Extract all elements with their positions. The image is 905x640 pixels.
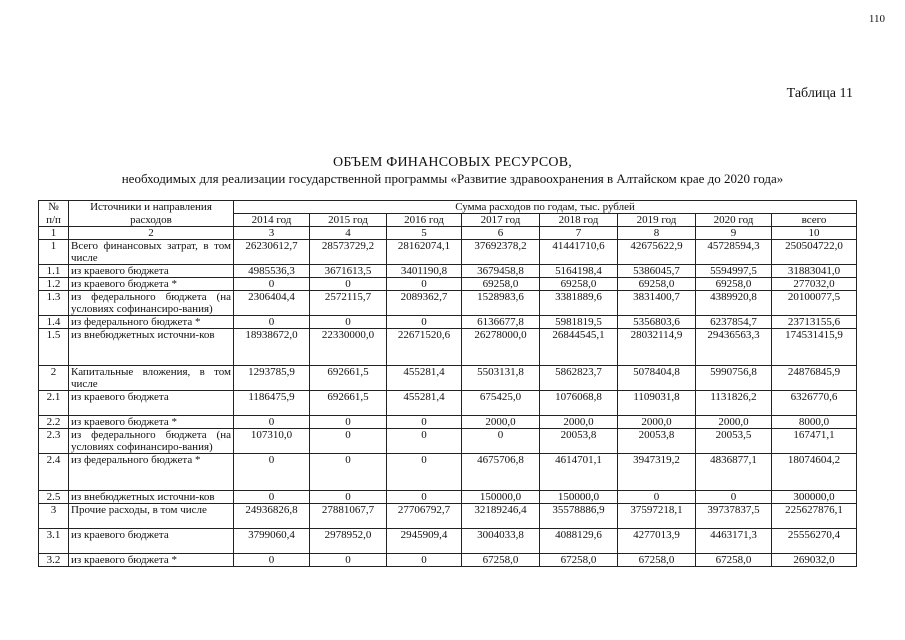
row-total: 6326770,6 (772, 391, 857, 416)
row-value: 0 (618, 491, 696, 504)
row-number: 1.3 (39, 291, 69, 316)
row-number: 2.1 (39, 391, 69, 416)
row-label: из краевого бюджета * (69, 416, 234, 429)
header-year: 2015 год (310, 214, 387, 227)
header-year: 2019 год (618, 214, 696, 227)
row-total: 20100077,5 (772, 291, 857, 316)
row-label: из внебюджетных источни-ков (69, 329, 234, 366)
row-value: 4277013,9 (618, 529, 696, 554)
header-no-line2: п/п (39, 214, 69, 227)
row-value: 27706792,7 (387, 504, 462, 529)
row-value: 2572115,7 (310, 291, 387, 316)
row-label: из внебюджетных источни-ков (69, 491, 234, 504)
row-number: 2 (39, 366, 69, 391)
row-value: 2000,0 (540, 416, 618, 429)
row-value: 45728594,3 (696, 240, 772, 265)
row-value: 2945909,4 (387, 529, 462, 554)
row-value: 692661,5 (310, 366, 387, 391)
row-value: 5164198,4 (540, 265, 618, 278)
document-title: ОБЪЕМ ФИНАНСОВЫХ РЕСУРСОВ, (333, 155, 572, 170)
document-subtitle: необходимых для реализации государственной программы «Развитие здравоохранения в Алтайском крае до 2020 года» (121, 171, 784, 186)
row-value: 41441710,6 (540, 240, 618, 265)
row-value: 20053,8 (540, 429, 618, 454)
row-value: 1528983,6 (462, 291, 540, 316)
row-value: 32189246,4 (462, 504, 540, 529)
table-row (39, 391, 857, 416)
row-value: 69258,0 (618, 278, 696, 291)
row-value: 69258,0 (696, 278, 772, 291)
row-value: 0 (310, 429, 387, 454)
row-number: 2.3 (39, 429, 69, 454)
row-value: 675425,0 (462, 391, 540, 416)
row-label: Капитальные вложения, в том числе (69, 366, 234, 391)
row-value: 6136677,8 (462, 316, 540, 329)
row-value: 3671613,5 (310, 265, 387, 278)
header-year: 2017 год (462, 214, 540, 227)
finance-table-body (39, 201, 857, 567)
column-number: 1 (39, 227, 69, 240)
row-value: 5990756,8 (696, 366, 772, 391)
column-number: 7 (540, 227, 618, 240)
row-value: 0 (234, 454, 310, 491)
header-year: 2018 год (540, 214, 618, 227)
row-value: 0 (310, 316, 387, 329)
row-total: 8000,0 (772, 416, 857, 429)
row-value: 0 (387, 429, 462, 454)
row-value: 692661,5 (310, 391, 387, 416)
row-value: 67258,0 (462, 554, 540, 567)
row-total: 24876845,9 (772, 366, 857, 391)
row-total: 18074604,2 (772, 454, 857, 491)
column-number: 5 (387, 227, 462, 240)
header-row-2 (39, 214, 857, 227)
row-total: 277032,0 (772, 278, 857, 291)
table-row (39, 429, 857, 454)
row-value: 0 (234, 278, 310, 291)
row-value: 1186475,9 (234, 391, 310, 416)
row-value: 28162074,1 (387, 240, 462, 265)
table-row (39, 454, 857, 491)
row-value: 2000,0 (618, 416, 696, 429)
row-value: 0 (310, 416, 387, 429)
table-row (39, 529, 857, 554)
row-value: 5078404,8 (618, 366, 696, 391)
row-value: 0 (387, 278, 462, 291)
row-value: 1109031,8 (618, 391, 696, 416)
row-total: 300000,0 (772, 491, 857, 504)
header-source: Источники и направления (69, 201, 234, 214)
row-value: 4614701,1 (540, 454, 618, 491)
row-value: 3401190,8 (387, 265, 462, 278)
table-row (39, 504, 857, 529)
table-row (39, 491, 857, 504)
row-value: 455281,4 (387, 391, 462, 416)
row-value: 1131826,2 (696, 391, 772, 416)
row-value: 42675622,9 (618, 240, 696, 265)
row-value: 27881067,7 (310, 504, 387, 529)
row-value: 37597218,1 (618, 504, 696, 529)
row-value: 0 (234, 316, 310, 329)
row-value: 150000,0 (462, 491, 540, 504)
row-value: 0 (234, 554, 310, 567)
row-value: 0 (387, 491, 462, 504)
header-no: № (39, 201, 69, 214)
row-value: 2000,0 (696, 416, 772, 429)
row-value: 20053,5 (696, 429, 772, 454)
row-value: 69258,0 (462, 278, 540, 291)
row-number: 1.5 (39, 329, 69, 366)
row-number: 1.1 (39, 265, 69, 278)
row-value: 5981819,5 (540, 316, 618, 329)
row-value: 37692378,2 (462, 240, 540, 265)
row-value: 69258,0 (540, 278, 618, 291)
row-number: 3.2 (39, 554, 69, 567)
row-value: 0 (387, 454, 462, 491)
row-value: 0 (387, 554, 462, 567)
row-value: 3381889,6 (540, 291, 618, 316)
row-total: 250504722,0 (772, 240, 857, 265)
row-value: 3947319,2 (618, 454, 696, 491)
column-number: 2 (69, 227, 234, 240)
row-value: 26844545,1 (540, 329, 618, 366)
header-year: 2016 год (387, 214, 462, 227)
row-total: 269032,0 (772, 554, 857, 567)
row-label: из краевого бюджета (69, 265, 234, 278)
row-label: из краевого бюджета (69, 529, 234, 554)
row-value: 455281,4 (387, 366, 462, 391)
table-row (39, 278, 857, 291)
header-year: 2020 год (696, 214, 772, 227)
row-value: 3004033,8 (462, 529, 540, 554)
row-value: 4463171,3 (696, 529, 772, 554)
row-value: 67258,0 (618, 554, 696, 567)
row-value: 2089362,7 (387, 291, 462, 316)
row-number: 1.2 (39, 278, 69, 291)
row-value: 5594997,5 (696, 265, 772, 278)
row-value: 3831400,7 (618, 291, 696, 316)
row-label: Прочие расходы, в том числе (69, 504, 234, 529)
row-value: 0 (234, 416, 310, 429)
row-label: из краевого бюджета (69, 391, 234, 416)
row-value: 0 (387, 316, 462, 329)
row-value: 26278000,0 (462, 329, 540, 366)
row-value: 4389920,8 (696, 291, 772, 316)
row-total: 25556270,4 (772, 529, 857, 554)
row-number: 1 (39, 240, 69, 265)
row-label: из федерального бюджета (на условиях софинансиро-вания) (69, 429, 234, 454)
row-value: 5356803,6 (618, 316, 696, 329)
row-label: Всего финансовых затрат, в том числе (69, 240, 234, 265)
table-row (39, 416, 857, 429)
header-source-line2: расходов (69, 214, 234, 227)
row-value: 0 (462, 429, 540, 454)
row-value: 2000,0 (462, 416, 540, 429)
row-value: 4985536,3 (234, 265, 310, 278)
row-number: 2.4 (39, 454, 69, 491)
finance-table (38, 200, 857, 567)
row-label: из краевого бюджета * (69, 554, 234, 567)
row-value: 4675706,8 (462, 454, 540, 491)
table-row (39, 316, 857, 329)
row-value: 22330000,0 (310, 329, 387, 366)
row-total: 31883041,0 (772, 265, 857, 278)
table-row (39, 554, 857, 567)
row-total: 23713155,6 (772, 316, 857, 329)
row-total: 225627876,1 (772, 504, 857, 529)
header-year: 2014 год (234, 214, 310, 227)
table-number: Таблица 11 (786, 86, 853, 101)
column-number: 6 (462, 227, 540, 240)
column-number: 10 (772, 227, 857, 240)
column-number: 4 (310, 227, 387, 240)
row-value: 22671520,6 (387, 329, 462, 366)
row-number: 2.2 (39, 416, 69, 429)
column-number: 8 (618, 227, 696, 240)
row-value: 0 (310, 278, 387, 291)
row-value: 39737837,5 (696, 504, 772, 529)
row-value: 150000,0 (540, 491, 618, 504)
row-value: 5862823,7 (540, 366, 618, 391)
row-value: 107310,0 (234, 429, 310, 454)
row-value: 26230612,7 (234, 240, 310, 265)
row-value: 1076068,8 (540, 391, 618, 416)
row-value: 18938672,0 (234, 329, 310, 366)
row-value: 0 (234, 491, 310, 504)
row-label: из федерального бюджета (на условиях софинансиро-вания) (69, 291, 234, 316)
row-value: 2306404,4 (234, 291, 310, 316)
row-value: 0 (696, 491, 772, 504)
header-total: всего (772, 214, 857, 227)
row-value: 4836877,1 (696, 454, 772, 491)
row-value: 6237854,7 (696, 316, 772, 329)
row-value: 3679458,8 (462, 265, 540, 278)
row-label: из федерального бюджета * (69, 316, 234, 329)
row-value: 1293785,9 (234, 366, 310, 391)
table-row (39, 366, 857, 391)
row-value: 28032114,9 (618, 329, 696, 366)
row-label: из федерального бюджета * (69, 454, 234, 491)
page-number: 110 (868, 13, 885, 25)
row-value: 3799060,4 (234, 529, 310, 554)
table-row (39, 240, 857, 265)
header-row-1 (39, 201, 857, 214)
row-value: 0 (310, 554, 387, 567)
row-value: 4088129,6 (540, 529, 618, 554)
header-sum: Сумма расходов по годам, тыс. рублей (234, 201, 857, 214)
column-number: 9 (696, 227, 772, 240)
table-row (39, 265, 857, 278)
row-value: 24936826,8 (234, 504, 310, 529)
row-number: 1.4 (39, 316, 69, 329)
row-number: 3 (39, 504, 69, 529)
row-value: 0 (310, 491, 387, 504)
row-value: 35578886,9 (540, 504, 618, 529)
row-value: 28573729,2 (310, 240, 387, 265)
row-value: 29436563,3 (696, 329, 772, 366)
column-number: 3 (234, 227, 310, 240)
row-value: 67258,0 (540, 554, 618, 567)
row-value: 2978952,0 (310, 529, 387, 554)
table-row (39, 329, 857, 366)
column-number-row (39, 227, 857, 240)
row-value: 67258,0 (696, 554, 772, 567)
row-value: 0 (310, 454, 387, 491)
row-value: 5386045,7 (618, 265, 696, 278)
row-total: 167471,1 (772, 429, 857, 454)
row-number: 2.5 (39, 491, 69, 504)
row-number: 3.1 (39, 529, 69, 554)
row-value: 5503131,8 (462, 366, 540, 391)
row-value: 0 (387, 416, 462, 429)
table-row (39, 291, 857, 316)
row-total: 174531415,9 (772, 329, 857, 366)
row-label: из краевого бюджета * (69, 278, 234, 291)
row-value: 20053,8 (618, 429, 696, 454)
